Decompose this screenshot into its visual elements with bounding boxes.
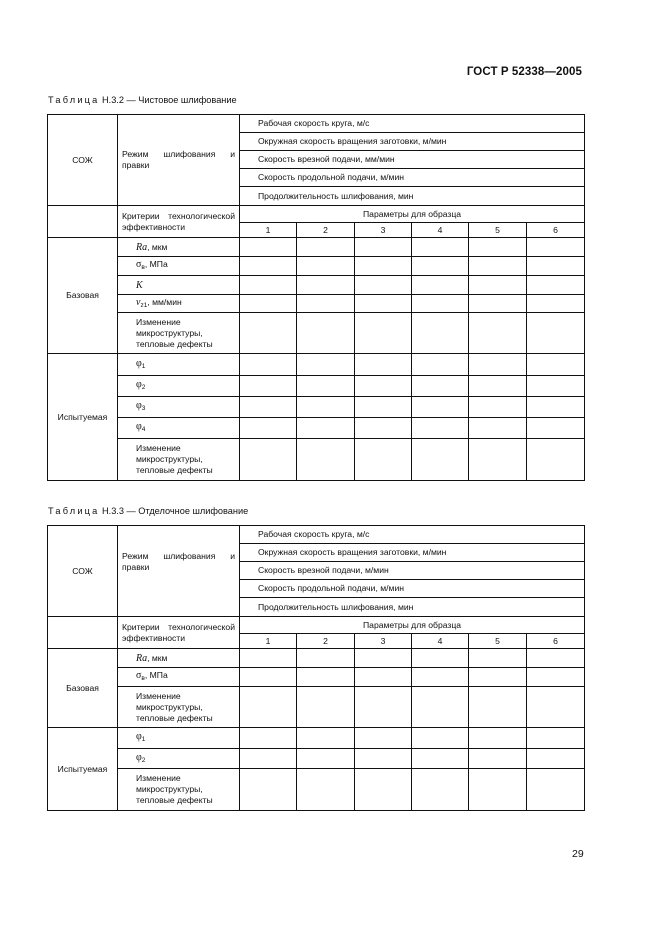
sample-number: 4: [412, 223, 469, 238]
criterion-label: [118, 376, 240, 397]
coolant-label: СОЖ: [48, 115, 118, 206]
criteria-label: Критерии технологической эффективности: [118, 206, 240, 238]
group-label: Испытуемая: [48, 728, 118, 811]
criterion-label: Изменение микроструктуры, тепловые дефекты: [118, 769, 240, 811]
criterion-symbol: K: [136, 279, 143, 291]
mode-label: Режим шлифования и правки: [118, 526, 240, 617]
criterion-label: [118, 238, 240, 257]
sample-number: 5: [469, 634, 527, 649]
criterion-symbol: Ra: [136, 241, 148, 253]
criterion-label: [118, 649, 240, 668]
criterion-symbol: φ: [136, 731, 142, 742]
sample-number: 3: [355, 223, 412, 238]
criterion-symbol: φ: [136, 357, 142, 369]
criterion-label: [118, 749, 240, 769]
sample-number: 2: [297, 634, 355, 649]
param-row: Окружная скорость вращения заготовки, м/мин: [240, 544, 585, 562]
param-row: Скорость продольной подачи, м/мин: [240, 169, 585, 187]
criteria-label: Критерии технологической эффективности: [118, 617, 240, 649]
caption-number: Н.3.3: [102, 506, 124, 516]
group-label: Испытуемая: [48, 354, 118, 481]
criterion-label: Изменение микроструктуры, тепловые дефекты: [118, 439, 240, 481]
param-row: Скорость продольной подачи, м/мин: [240, 580, 585, 598]
criterion-subscript: 2: [141, 384, 146, 391]
sample-number: 6: [527, 634, 585, 649]
criterion-unit: , мкм: [147, 652, 168, 663]
criterion-subscript: 1: [141, 736, 146, 743]
criterion-symbol: φ: [136, 751, 142, 763]
criterion-label: Изменение микроструктуры, тепловые дефекты: [118, 687, 240, 728]
sample-number: 2: [297, 223, 355, 238]
table1-caption: [48, 95, 237, 105]
criterion-subscript: 3: [141, 405, 146, 412]
mode-label: Режим шлифования и правки: [118, 115, 240, 206]
table-polishing-grinding: [47, 525, 585, 811]
criterion-unit: , мкм: [147, 241, 168, 252]
caption-number: Н.3.2: [102, 95, 124, 105]
param-row: Продолжительность шлифования, мин: [240, 598, 585, 617]
coolant-label: СОЖ: [48, 526, 118, 617]
criterion-label: [118, 354, 240, 376]
table2-caption: [48, 506, 248, 516]
sample-params-label: Параметры для образца: [240, 617, 585, 634]
criterion-label: [118, 295, 240, 313]
criterion-label: [118, 728, 240, 749]
param-row: Окружная скорость вращения заготовки, м/мин: [240, 133, 585, 151]
criterion-label: [118, 418, 240, 439]
criterion-label: [118, 257, 240, 276]
criterion-symbol: φ: [136, 400, 142, 411]
criterion-label: [118, 668, 240, 687]
criterion-symbol: Ra: [136, 652, 148, 664]
group-label: Базовая: [48, 649, 118, 728]
criterion-symbol: v: [136, 296, 141, 308]
standard-number: ГОСТ Р 52338—2005: [466, 66, 582, 78]
caption-title: — Отделочное шлифование: [126, 506, 249, 516]
sample-params-label: Параметры для образца: [240, 206, 585, 223]
criterion-unit: , МПа: [144, 259, 168, 269]
param-row: Скорость врезной подачи, мм/мин: [240, 151, 585, 169]
criterion-subscript: 2: [141, 756, 146, 764]
sample-number: 3: [355, 634, 412, 649]
criterion-symbol: φ: [136, 379, 142, 390]
criterion-subscript: z1: [140, 301, 148, 309]
criterion-symbol: σ: [136, 670, 142, 681]
criterion-label: [118, 276, 240, 295]
criterion-subscript: в: [141, 264, 145, 271]
group-label: Базовая: [48, 238, 118, 354]
param-row: Продолжительность шлифования, мин: [240, 187, 585, 206]
criterion-subscript: 1: [141, 362, 146, 370]
param-row: Рабочая скорость круга, м/с: [240, 526, 585, 544]
criterion-unit: , мм/мин: [147, 296, 182, 307]
criterion-label: Изменение микроструктуры, тепловые дефекты: [118, 313, 240, 354]
table-finishing-grinding: [47, 114, 585, 481]
criterion-unit: , МПа: [144, 670, 168, 680]
criterion-symbol: σ: [136, 259, 142, 270]
caption-title: — Чистовое шлифование: [126, 95, 237, 105]
page-number: 29: [572, 848, 584, 860]
criterion-subscript: 4: [141, 426, 146, 433]
param-row: Рабочая скорость круга, м/с: [240, 115, 585, 133]
caption-prefix: Таблица: [48, 506, 100, 516]
sample-number: 5: [469, 223, 527, 238]
criterion-symbol: φ: [136, 421, 142, 432]
sample-number: 4: [412, 634, 469, 649]
caption-prefix: Таблица: [48, 95, 100, 105]
criterion-label: [118, 397, 240, 418]
criterion-subscript: в: [141, 675, 145, 682]
sample-number: 1: [240, 223, 297, 238]
sample-number: 1: [240, 634, 297, 649]
param-row: Скорость врезной подачи, м/мин: [240, 562, 585, 580]
sample-number: 6: [527, 223, 585, 238]
